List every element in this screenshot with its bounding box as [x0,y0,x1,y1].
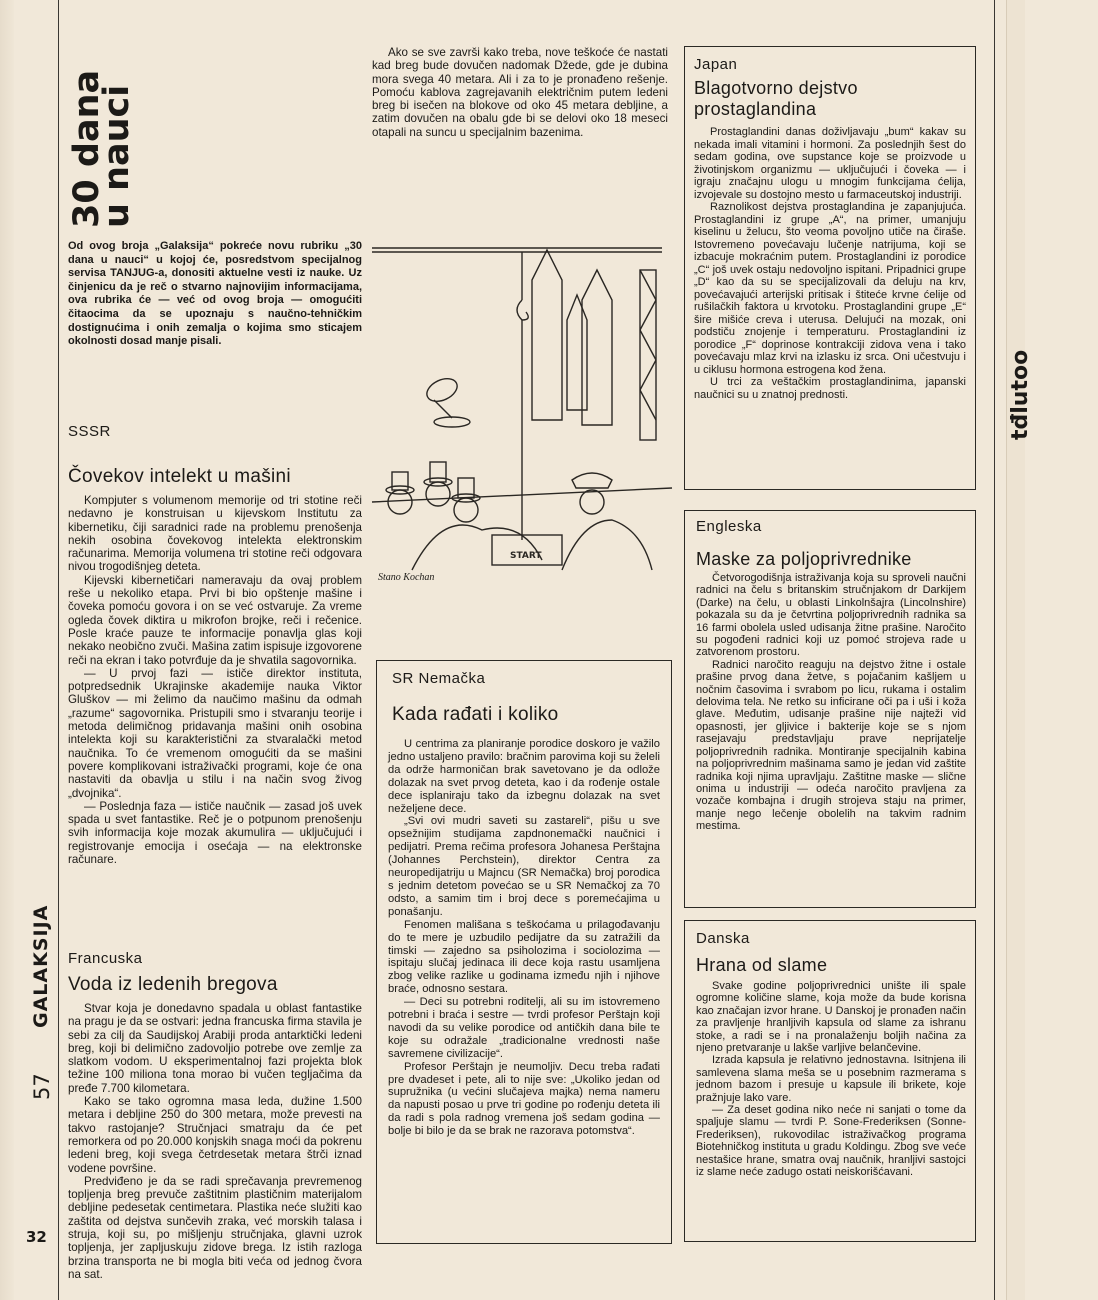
france-paragraph: Kako se tako ogromna masa leda, dužine 1.500 metara i debljine 250 do 300 metara, može prevesti na takvo rastojanje? Stručnjaci smatraju da će pet remorkera od po 20.000 konjskih snaga moći da pokrenu ledeni breg, koji svega četrdesetak metara štrči iznad vodene površine. [68,1095,362,1175]
germany-paragraph: Fenomen mališana s teškoćama u prilagođavanju do te mere je uzbudilo pedijatre da su zatražili da timski — zajedno sa psiholozima i sociolozima — ispitaju slučaj jedinaca ili dece koja rastu usamljena zbog velike razlike u godinama između njih i njihove braće, odnosno sestara. [388,918,660,996]
ussr-headline: Čovekov intelekt u mašini [68,466,291,487]
germany-paragraph: Profesor Perštajn je neumoljiv. Decu treba rađati pre dvadeset i pete, ali to nije sve: „Ukoliko jedan od supružnika (u većini slučajeva majka) nema nameru da napusti posao u prve tri godine po rođenju deteta ili da radi s pola radnog vremena još sedam godina — bolje bi bilo je da se brak ne razorava potomstva“. [388,1060,660,1138]
ussr-paragraph: — Poslednja faza — ističe naučnik — zasad još uvek spada u svet fantastike. Reč je o potpunom prenošenju svih informacija koje mozak akumulira — uključujući i registrovanje emocija i osećaja — na elektronske računare. [68,799,362,867]
cartoon-illustration [372,240,672,580]
cartoon-sign: START [510,551,542,561]
japan-headline: Blagotvorno dejstvo prostaglandina [694,78,858,119]
england-country: Engleska [696,518,762,535]
germany-body [388,738,660,1138]
denmark-paragraph: — Za deset godina niko neće ni sanjati o tome da spaljuje slamu — tvrdi P. Sone-Frederiksen (Sonne-Frederiksen), rukovodilac istraživačkog programa Biotehničkog instituta u gradu Koldingu. Zbog sve veće nestašice hrane, smatra ovaj naučnik, hranljivi sastojci iz slame neće zadugo ostati neiskorišćavani. [696,1104,966,1179]
france-country: Francuska [68,950,143,967]
japan-body [694,126,966,401]
england-paragraph: Četvorogodišnja istraživanja koja su sproveli naučni radnici na čelu s britanskim stručnjakom dr Darkijem (Darke) na čelu, u oblasti Linkolnšajra (Lincolnshire) pokazala su da je četvrtina poljoprivrednih radnika sa 16 farmi obolela usled udisanja žitne prašine. Naročito su pogođeni radnici koji uz pomoć strojeva rade u zatvorenom prostoru. [696,572,966,659]
denmark-paragraph: Svake godine poljoprivrednici unište ili spale ogromne količine slame, koja može da bude korisna kao značajan izvor hrane. U Danskoj je pronađen način za pravljenje hranljivih kapsula od slame za ishranu stoke, a radi se i na pronalaženju boljih načina za njeno pretvaranje u lakše varljive belančevine. [696,980,966,1055]
denmark-country: Danska [696,930,750,947]
japan-paragraph: Raznolikost dejstva prostaglandina je zapanjujuća. Prostaglandini iz grupe „A“, na primer, umanjuju kiselinu u želucu, što veoma povoljno utiče na čiraše. Istovremeno povećavaju lučenje natrijuma, koji se izbacuje mokraćnim putem. Prostaglandini iz porodice „C“ još uvek ostaju nedovoljno ispitani. Pripadnici grupe „D“ kao da su se specijalizovali da deluju na krv, povećavajući arterijski pritisak i štiteće krvne ćelije od rušilačkih faktora u krvotoku. Prostaglandini grupe „E“ šire mišiće creva i uterusa. Delujući na mozak, oni podstiču znojenje i temperaturu. Prostaglandini iz porodice „F“ doprinose kontrakciji zidova vena i tako povećavaju mlaz krvi na izlasku iz srca. Oni učestvuju i u ciklusu hormona estrogena kod žena. [694,201,966,376]
germany-paragraph: — Deci su potrebni roditelji, ali su im istovremeno potrebni i braća i sestre — tvrdi profesor Perštajn koji navodi da su velike porodice od antičkih dana bile te koje su odražale „tradicionalne vrednosti naše savremene civilizacije“. [388,996,660,1060]
ussr-body [68,494,362,866]
japan-country: Japan [694,56,738,73]
england-headline: Maske za poljoprivrednike [696,549,912,569]
ussr-country: SSSR [68,423,111,440]
denmark-headline: Hrana od slame [696,955,828,975]
france-paragraph: Stvar koja je donedavno spadala u oblast fantastike na pragu je da se ostvari: jedna francuska firma stavila je sebi za cilj da Saudijskoj Arabiji proda antarktički ledeni breg, koji bi delimično zadovoljio potrebe ove zemlje za slatkom vodom. U eksperimentalnoj fazi projekta blok težine 100 miliona tona morao bi vučen tegljačima da pređe 7.700 kilometara. [68,1002,362,1095]
germany-headline: Kada rađati i koliko [392,704,559,725]
page-edge-left [0,0,14,1300]
ussr-paragraph: — U prvoj fazi — ističe direktor instituta, potpredsednik Ukrajinske akademije nauka Viktor Gluškov — mi želimo da naučimo mašinu da odmah „razume“ sagovornika. Pristupili smo i stvaranju teorije i metoda delimičnog pridavanja mašini onih osobina intelekta koji su karakteristični za stvaralački metod naučnika. To će vremenom omogućiti da se mašini povere komplikovani istraživački programi, koje će ona nastaviti da obavlja u stilu i na način svog živog „dvojnika“. [68,666,362,800]
magazine-name: GALAKSIJA [30,904,52,1028]
england-paragraph: Radnici naročito reaguju na dejstvo žitne i ostale prašine prvog dana žetve, s pojačanim kašljem u nočnim časovima i svrabom po licu, rukama i ostalim delovima tela. Ne retko su inficirane oči pa i uši i koža glave. Međutim, udisanje prašine nije najteži vid opasnosti, jer gljivice i bakterije koje se s njom rasejavaju predstavljaju prave neprijatelje poljoprivrednih radnika. Montiranje specijalnih kabina na poljoprivrednim mašinama samo je jedan vid zaštite radnika koji njima upravljaju. Zaštitne maske — slične onima u industriji — odeća naročito pravljena za vozače kombajna i drugih strojeva staju na primer, manje nego lečenje obolelih na takvim radnim mestima. [696,658,966,833]
series-title-line2: u nauci [97,84,137,228]
germany-country: SR Nemačka [392,670,486,687]
france-paragraph: Ako se sve završi kako treba, nove teškoće će nastati kad breg bude dovučen nadomak Džede, gde je dubina mora svega 40 metara. Ali i za to je pronađeno rešenje. Pomoću kablova zagrejavanih električnim putem ledeni breg bi isečen na blokove od oko 45 metara debljine, a zatim dovučen na obalu gde bi se delovi oko 18 meseci otapali na suncu u specijalnim bazenima. [372,46,668,139]
ussr-paragraph: Kijevski kibernetičari nameravaju da ovaj problem reše u nekoliko etapa. Prvi bi bio opštenje mašine i čoveka pomoću govora i on se već ostvaruje. Za vreme ogleda čovek diktira u mikrofon brojke, reči i rečenice. Posle kraće pauze te informacije ponavlja glas koji nekako neobično zvuči. Mašina zatim ispisuje izgovorene reči na ekran i tako potvrđuje da je shvatila sagovornika. [68,573,362,667]
margin-rule [58,0,59,1300]
japan-paragraph: Prostaglandini danas doživljavaju „bum“ kakav su nekada imali vitamini i hormoni. Za poslednjih šest do sedam godina, ove supstance koje se proizvode u životinjskom organizmu — uključujući i čoveka — i igraju značajnu ulogu u mnogim funkcijama ćelija, izvojevale su dostojno mesto u farmaceutskoj industriji. [694,126,966,201]
series-title-line1: 30 dana [67,69,107,228]
england-body [696,572,966,833]
issue-number: 57 [30,1073,54,1100]
germany-paragraph: U centrima za planiranje porodice doskoro je važilo jedno ustaljeno pravilo: bračnim parovima koji su želeli da održe harmoničan brak savetovano je da odlože dolazak na svet prvog deteta, kao i da rođenje ostale dece isplaniraju tako da izbegnu dolazak na svet neželjene dece. [388,738,660,815]
france-body-2 [372,46,668,139]
right-edge-fragment: tđlutoo [1008,349,1033,440]
germany-paragraph: „Svi ovi mudri saveti su zastareli“, pišu u sve opsežnijim studijama zapdnonemački naučnici i pedijatri. Prema rečima profesora Johanesa Perštajna (Johannes Perchstein), direktor Centra za neuropedijatriju u Majncu (SR Nemačka) broj porodica s jednim detetom povećao se u SR Nemačkoj za 70 odsto, a samim tim i broj dece s poremećajima u ponašanju. [388,815,660,918]
france-headline: Voda iz ledenih bregova [68,974,278,995]
japan-paragraph: U trci za veštačkim prostaglandinima, japanski naučnici su u znatnoj prednosti. [694,376,966,401]
france-paragraph: Predviđeno je da se radi sprečavanja prevremenog topljenja breg prevuče zaštitnim plastičnim materijalom debljine pedesetak centimetara. Plastika neće služiti kao zaštita od dejstva sunčevih zraka, već morskih talasa i struja, koji su, po mišljenju stručnjaka, glavni uzrok topljenja, jer zapljuskuju zidove brega. Iz istih razloga brzina transporta ne bi mogla biti veća od jednog čvora na sat. [68,1174,362,1281]
intro-text: Od ovog broja „Galaksija“ pokreće novu rubriku „30 dana u nauci“ u kojoj će, posredstvom specijalnog servisa TANJUG-a, donositi aktuelne vesti iz nauke. Uz činjenicu da je reč o stvarno najnovijim informacijama, ova rubrika će — već od ovog broja — omogućiti čitaocima da se upoznaju s naučno-tehničkim dostignućima i onih zemalja o kojima smo sticajem okolnosti dosad manje pisali. [68,240,362,348]
right-rule [994,0,995,1300]
denmark-body [696,980,966,1179]
page-edge-right [1006,0,1025,1300]
ussr-paragraph: Kompjuter s volumenom memorije od tri stotine reči nedavno je konstruisan u kijevskom Institutu za kibernetiku, čiji saradnici rade na problemu prenošenja nekih osobina čovekovog intelekta elektronskim računarima. Memorija volumena tri stotine reči odgovara nivou trogodišnjeg deteta. [68,494,362,574]
issue-number-wrap [30,1073,57,1124]
denmark-paragraph: Izrada kapsula je relativno jednostavna. Isitnjena ili samlevena slama meša se u posebnim razmerama s jednom bazom i presuje u kapsule ili brikete, koje pražnjuje lako vare. [696,1054,966,1104]
cartoon-caption: Stano Kochan [378,572,435,583]
page-number: 32 [26,1228,47,1246]
france-body-1 [68,1002,362,1281]
